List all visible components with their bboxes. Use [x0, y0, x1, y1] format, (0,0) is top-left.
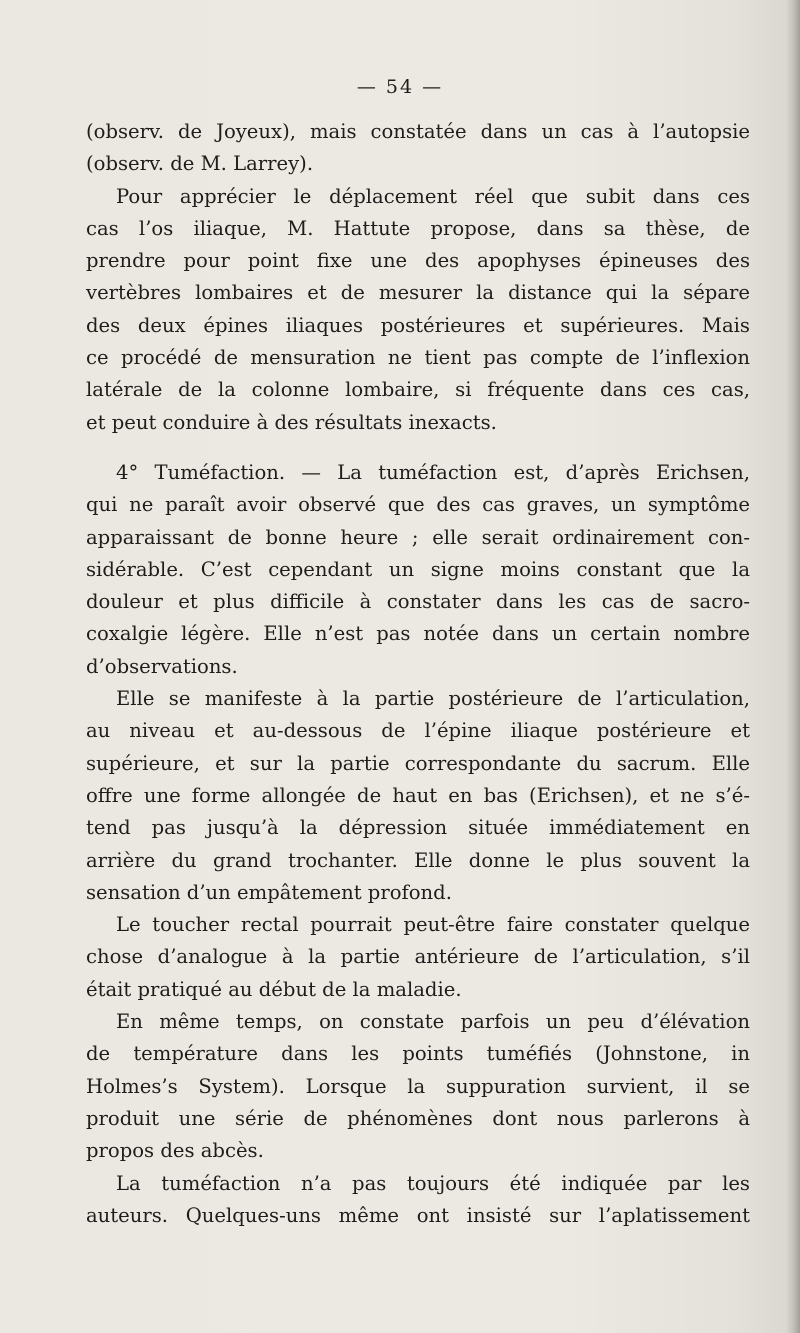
text-line: des deux épines iliaques postérieures et supérieures. Mais: [86, 313, 750, 337]
page-edge-shadow: [786, 0, 800, 1333]
text-line: vertèbres lombaires et de mesurer la distance qui la sépare: [86, 281, 750, 305]
text-line: (observ. de Joyeux), mais constatée dans un cas à l’autopsie: [86, 120, 750, 143]
text-line: produit une série de phénomènes dont nous parlerons à: [86, 1106, 750, 1130]
text-line: prendre pour point fixe une des apophyses épineuses des: [86, 249, 750, 273]
text-line: coxalgie légère. Elle n’est pas notée dans un certain nombre: [86, 622, 750, 646]
text-line: Pour apprécier le déplacement réel que subit dans ces: [116, 184, 750, 208]
paragraph-gap: [86, 439, 750, 457]
text-line: au niveau et au-dessous de l’épine iliaque postérieure et: [86, 719, 750, 743]
text-line: sensation d’un empâtement profond.: [86, 880, 452, 904]
text-line: sidérable. C’est cependant un signe moins constant que la: [86, 557, 750, 581]
text-line: (observ. de M. Larrey).: [86, 152, 314, 176]
text-line: cas l’os iliaque, M. Hattute propose, dans sa thèse, de: [86, 216, 750, 240]
text-line: apparaissant de bonne heure ; elle serait ordinairement con-: [86, 525, 750, 549]
text-line: et peut conduire à des résultats inexacts.: [86, 410, 497, 434]
text-line: qui ne paraît avoir observé que des cas graves, un symptôme: [86, 493, 750, 517]
paragraph: [86, 683, 750, 909]
text-line: de température dans les points tuméfiés (Johnstone, in: [86, 1042, 750, 1066]
text-line: La tuméfaction n’a pas toujours été indiquée par les: [116, 1171, 750, 1195]
text-line: Elle se manifeste à la partie postérieure de l’articulation,: [116, 687, 750, 711]
paragraph: [86, 116, 750, 181]
paragraph: [86, 1168, 750, 1233]
text-line: d’observations.: [86, 654, 238, 678]
text-line: arrière du grand trochanter. Elle donne le plus souvent la: [86, 848, 750, 872]
text-line: auteurs. Quelques-uns même ont insisté sur l’aplatissement: [86, 1203, 750, 1227]
text-line: tend pas jusqu’à la dépression située immédiatement en: [86, 816, 750, 840]
text-line: 4° Tuméfaction. — La tuméfaction est, d’après Erichsen,: [116, 460, 750, 484]
paragraph: [86, 1006, 750, 1167]
text-line: En même temps, on constate parfois un peu d’élévation: [116, 1010, 750, 1034]
text-line: Le toucher rectal pourrait peut-être faire constater quelque: [116, 913, 750, 937]
text-line: douleur et plus difficile à constater dans les cas de sacro-: [86, 590, 750, 614]
paragraph: [86, 909, 750, 1006]
text-line: offre une forme allongée de haut en bas (Erichsen), et ne s’é-: [86, 783, 750, 807]
paragraph: [86, 181, 750, 439]
text-line: Holmes’s System). Lorsque la suppuration survient, il se: [86, 1074, 750, 1098]
body-text: [86, 116, 750, 1232]
text-line: ce procédé de mensuration ne tient pas compte de l’inflexion: [86, 346, 750, 370]
text-line: chose d’analogue à la partie antérieure de l’articulation, s’il: [86, 945, 750, 969]
text-line: supérieure, et sur la partie correspondante du sacrum. Elle: [86, 751, 750, 775]
text-line: latérale de la colonne lombaire, si fréquente dans ces cas,: [86, 378, 750, 402]
text-line: était pratiqué au début de la maladie.: [86, 977, 462, 1001]
paragraph: [86, 457, 750, 683]
page-number: — 54 —: [356, 76, 444, 98]
text-line: propos des abcès.: [86, 1139, 264, 1163]
